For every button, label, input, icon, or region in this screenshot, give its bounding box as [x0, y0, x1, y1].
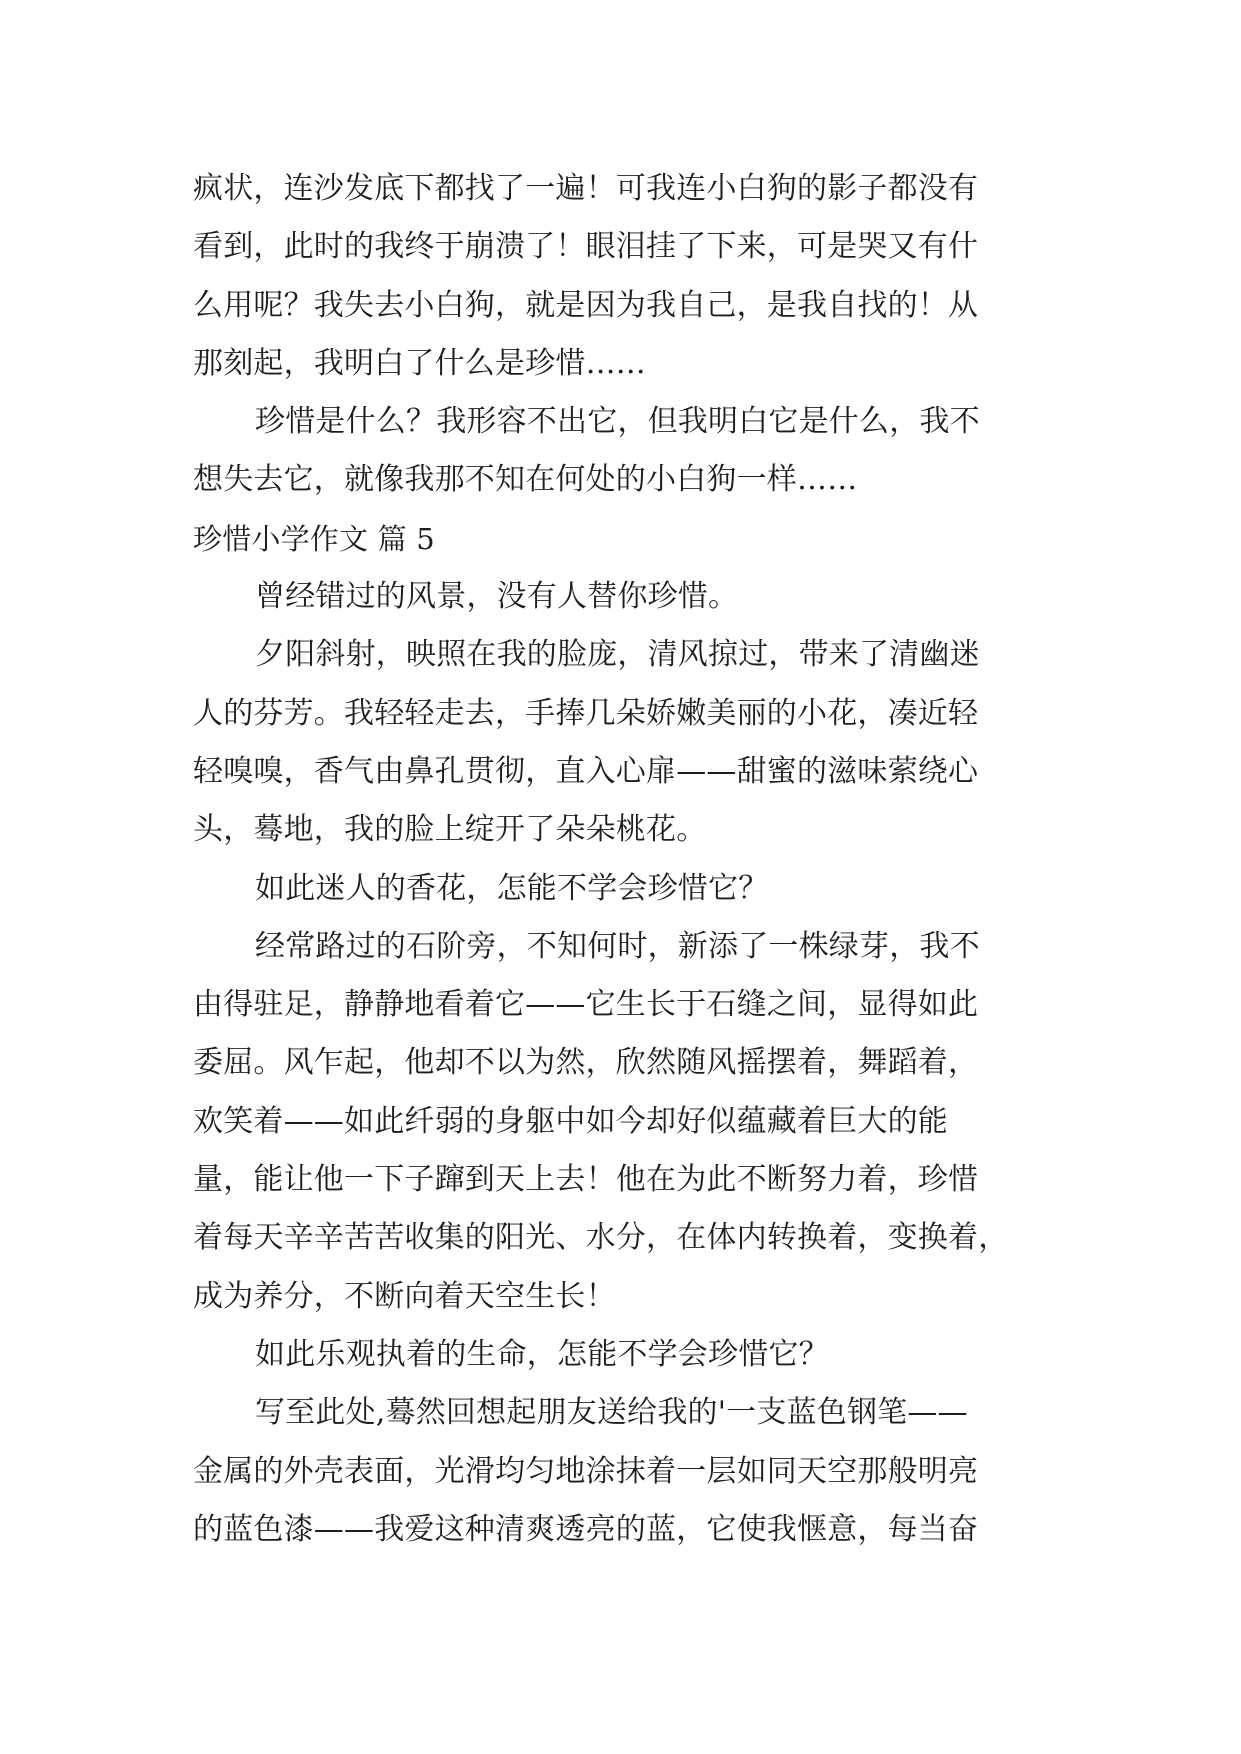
paragraph-start-line: 夕阳斜射，映照在我的脸庞，清风掠过，带来了清幽迷 — [255, 637, 980, 673]
text-line: 人的芬芳。我轻轻走去，手捧几朵娇嫩美丽的小花，凑近轻 — [193, 695, 979, 731]
paragraph-start-line: 写至此处,蓦然回想起朋友送给我的'一支蓝色钢笔—— — [255, 1395, 968, 1431]
text-line: 金属的外壳表面，光滑均匀地涂抹着一层如同天空那般明亮 — [193, 1453, 979, 1489]
text-line: 疯状，连沙发底下都找了一遍！可我连小白狗的影子都没有 — [193, 171, 979, 206]
text-line: 么用呢？我失去小白狗，就是因为我自己，是我自找的！从 — [193, 287, 979, 323]
text-line: 想失去它，就像我那不知在何处的小白狗一样…… — [193, 462, 858, 498]
text-line: 成为养分，不断向着天空生长！ — [193, 1278, 616, 1314]
text-line: 的蓝色漆——我爱这种清爽透亮的蓝，它使我惬意，每当奋 — [193, 1511, 979, 1547]
text-line: 那刻起，我明白了什么是珍惜…… — [193, 345, 646, 381]
text-line: 量，能让他一下子蹿到天上去！他在为此不断努力着，珍惜 — [193, 1162, 979, 1198]
text-line: 看到，此时的我终于崩溃了！眼泪挂了下来，可是哭又有什 — [193, 229, 979, 265]
paragraph-start-line: 如此迷人的香花，怎能不学会珍惜它？ — [255, 870, 769, 906]
text-line: 委屈。风乍起，他却不以为然，欣然随风摇摆着，舞蹈着， — [193, 1045, 979, 1081]
text-line: 着每天辛辛苦苦收集的阳光、水分，在体内转换着，变换着， — [193, 1220, 1009, 1256]
document-body — [193, 160, 1063, 1559]
paragraph-start-line: 珍惜是什么？我形容不出它，但我明白它是什么，我不 — [255, 404, 980, 440]
paragraph-start-line: 曾经错过的风景，没有人替你珍惜。 — [255, 579, 739, 615]
text-line: 头，蓦地，我的脸上绽开了朵朵桃花。 — [193, 812, 707, 848]
text-line: 轻嗅嗅，香气由鼻孔贯彻，直入心扉——甜蜜的滋味萦绕心 — [193, 753, 979, 789]
text-line: 由得驻足，静静地看着它——它生长于石缝之间，显得如此 — [193, 987, 979, 1023]
paragraph-start-line: 如此乐观执着的生命，怎能不学会珍惜它？ — [255, 1336, 829, 1372]
section-heading: 珍惜小学作文 篇 5 — [193, 521, 435, 556]
paragraph-start-line: 经常路过的石阶旁，不知何时，新添了一株绿芽，我不 — [255, 928, 980, 964]
text-line: 欢笑着——如此纤弱的身躯中如今却好似蕴藏着巨大的能 — [193, 1103, 948, 1139]
